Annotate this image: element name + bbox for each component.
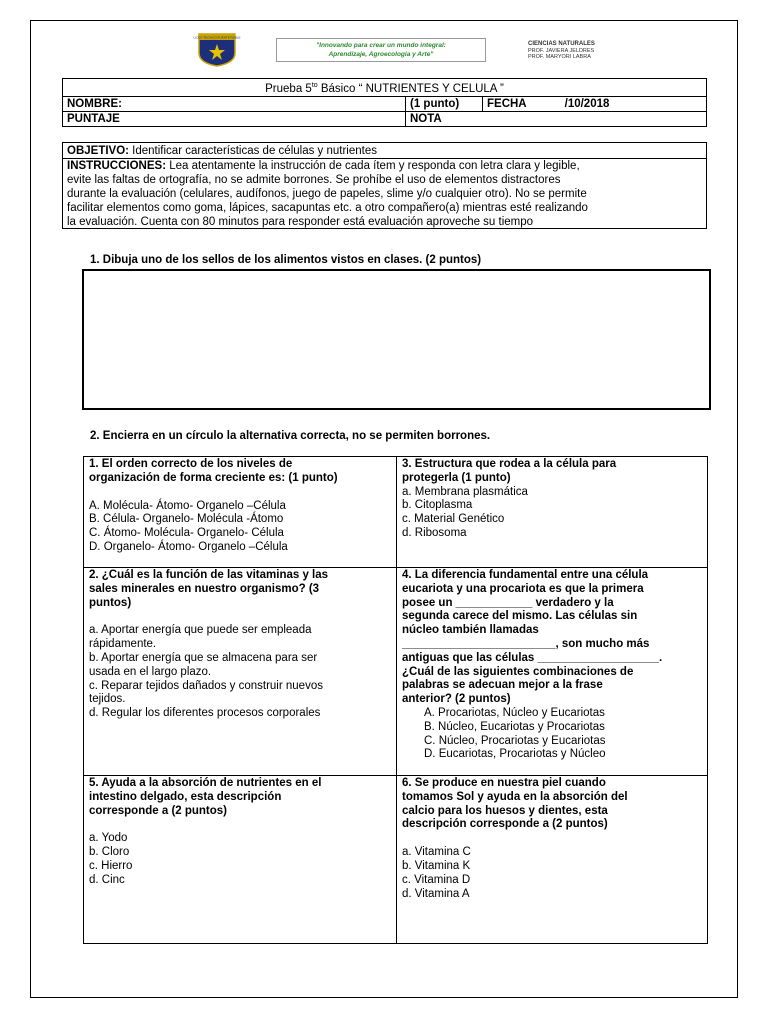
option-d[interactable]: d. Ribosoma	[402, 526, 467, 539]
option-d[interactable]: D. Eucariotas, Procariotas y Núcleo	[424, 748, 606, 761]
option-c[interactable]: c. Vitamina D	[402, 873, 471, 886]
option-a[interactable]: a. Vitamina C	[402, 846, 471, 859]
option-d[interactable]: d. Vitamina A	[402, 887, 470, 900]
option-d[interactable]: d. Cinc	[89, 873, 125, 886]
item-6: 6. Se produce en nuestra piel cuando tomamos Sol y ayuda en la absorción del calcio para los huesos y dientes, esta descripción corresponde a (2 puntos) a. Vitamina C b. Vitamina K c. Vitamina D d. Vitamina A	[397, 776, 709, 902]
option-a[interactable]: A. Procariotas, Núcleo y Eucariotas	[424, 706, 605, 719]
option-a[interactable]: a. Membrana plasmática	[402, 485, 528, 498]
nota-label: NOTA	[406, 111, 707, 126]
drawing-box[interactable]	[82, 269, 711, 410]
motto-line-2: Aprendizaje, Agroecología y Arte"	[328, 51, 434, 58]
option-c[interactable]: C. Núcleo, Procariotas y Eucariotas	[424, 734, 606, 747]
punto-label: (1 punto)	[406, 96, 483, 111]
puntaje-label: PUNTAJE	[63, 111, 406, 126]
option-d[interactable]: D. Organelo- Átomo- Organelo –Célula	[89, 540, 288, 553]
instructions-line-4: facilitar elementos como goma, lápices, sacapuntas etc. a otro compañero(a) mientras esté realizando	[67, 202, 588, 214]
instructions-line-3: durante la evaluación (celulares, audífonos, juego de papeles, slime y/o cualquier otro). No se permite	[67, 188, 587, 200]
school-name-text: LICEO TECNICO PUENTE ÑUBLE	[193, 35, 241, 40]
question-2: 2. Encierra en un círculo la alternativa correcta, no se permiten borrones.	[90, 430, 491, 442]
teacher-2: PROF. MARYORI LABRA	[528, 54, 591, 60]
item-1: 1. El orden correcto de los niveles de organización de forma creciente es: (1 punto) A. Molécula- Átomo- Organelo –Célula B. Célula- Organelo- Molécula -Átomo C. Átomo- Molécula- Organelo- Célula D. Organelo- Átomo- Organelo –Célula	[84, 457, 396, 556]
option-c[interactable]: C. Átomo- Molécula- Organelo- Célula	[89, 527, 284, 540]
title-table	[62, 78, 707, 127]
option-c[interactable]: c. Material Genético	[402, 513, 505, 526]
question-grid	[83, 456, 708, 944]
item-2: 2. ¿Cuál es la función de las vitaminas y las sales minerales en nuestro organismo? (3 puntos) a. Aportar energía que puede ser empleada rápidamente. b. Aportar energía que se almacena para ser usada en el largo plazo. c. Reparar tejidos dañados y construir nuevos tejidos. d. Regular los diferentes procesos corporales	[84, 568, 396, 722]
option-a[interactable]: a. Yodo	[89, 832, 128, 845]
motto-line-1: "Innovando para crear un mundo integral:	[316, 42, 446, 49]
item-3: 3. Estructura que rodea a la célula para protegerla (1 punto) a. Membrana plasmática b. Citoplasma c. Material Genético d. Ribosoma	[397, 457, 709, 542]
teacher-1: PROF. JAVIERA JELDRES	[528, 47, 595, 54]
option-b[interactable]: b. Cloro	[89, 846, 130, 859]
instructions-line-5: la evaluación. Cuenta con 80 minutos para responder está evaluación aproveche su tiempo	[67, 216, 534, 228]
fecha-value: /10/2018	[564, 97, 610, 110]
fecha-label: FECHA	[487, 97, 527, 110]
item-4: 4. La diferencia fundamental entre una célula eucariota y una procariota es que la primera posee un ____________ verdadero y la segunda carece del mismo. Las células sin núcleo también llamadas ________________________, son mucho más antiguas que las células ___________________. ¿Cuál de las siguientes combinaciones de palabras se adecuan mejor a la frase anterior? (2 puntos) A. Procariotas, Núcleo y Eucariotas B. Núcleo, Eucariotas y Procariotas C. Núcleo, Procariotas y Eucariotas D. Eucariotas, Procariotas y Núcleo	[397, 568, 709, 763]
motto-box	[276, 38, 486, 62]
option-b[interactable]: B. Célula- Organelo- Molécula -Átomo	[89, 513, 284, 526]
instructions-line-2: evite las faltas de ortografía, no se admite borrones. Se prohíbe el uso de elementos distractores	[67, 174, 561, 186]
option-d[interactable]: d. Regular los diferentes procesos corporales	[89, 707, 321, 720]
test-title: Prueba $5^{to}$ Básico “ NUTRIENTES Y CELULA ”	[63, 79, 707, 97]
department-name: CIENCIAS NATURALES	[528, 41, 595, 47]
fecha-cell	[483, 96, 707, 111]
nombre-label: NOMBRE:	[63, 96, 406, 111]
option-a[interactable]: a. Aportar energía que puede ser empleada rápidamente.	[89, 624, 312, 651]
option-c[interactable]: c. Reparar tejidos dañados y construir nuevos tejidos.	[89, 679, 323, 706]
option-b[interactable]: B. Núcleo, Eucariotas y Procariotas	[424, 720, 605, 733]
option-b[interactable]: b. Citoplasma	[402, 499, 473, 512]
option-c[interactable]: c. Hierro	[89, 859, 133, 872]
school-shield-logo	[193, 33, 241, 67]
option-b[interactable]: b. Aportar energía que se almacena para ser usada en el largo plazo.	[89, 651, 318, 678]
item-5: 5. Ayuda a la absorción de nutrientes en el intestino delgado, esta descripción corresponde a (2 puntos) a. Yodo b. Cloro c. Hierro d. Cinc	[84, 776, 396, 889]
option-a[interactable]: A. Molécula- Átomo- Organelo –Célula	[89, 499, 286, 512]
instructions-line-1: INSTRUCCIONES: Lea atentamente la instrucción de cada ítem y responda con letra clara y legible,	[67, 160, 580, 172]
instructions-box	[62, 142, 707, 229]
question-1: 1. Dibuja uno de los sellos de los alimentos vistos en clases. (2 puntos)	[90, 254, 482, 266]
objective-line: OBJETIVO: Identificar características de células y nutrientes	[63, 144, 706, 159]
option-b[interactable]: b. Vitamina K	[402, 859, 471, 872]
department-block	[528, 41, 595, 61]
